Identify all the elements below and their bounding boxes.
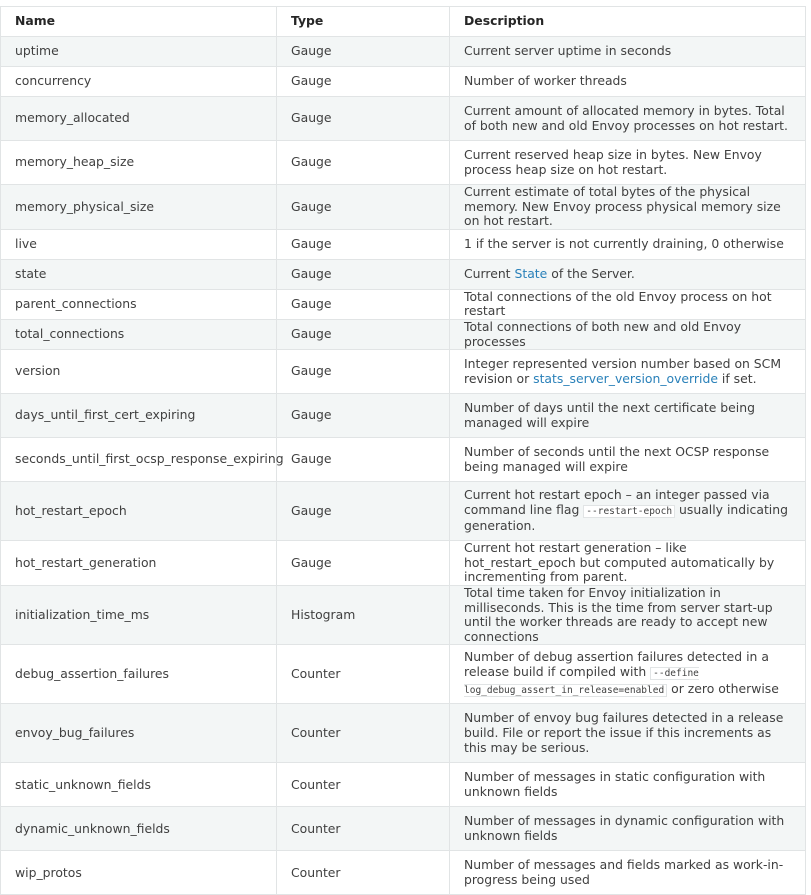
description-text: 1 if the server is not currently draining, 0 otherwise — [464, 235, 784, 251]
metric-name: seconds_until_first_ocsp_response_expiring — [1, 438, 277, 482]
table-row — [1, 350, 806, 394]
metric-description — [450, 541, 806, 586]
table-row — [1, 141, 806, 185]
metric-type: Gauge — [277, 482, 450, 541]
metric-name: hot_restart_epoch — [1, 482, 277, 541]
metric-name: parent_connections — [1, 289, 277, 319]
table-row — [1, 319, 806, 349]
metric-description — [450, 645, 806, 704]
metric-name: state — [1, 259, 277, 289]
metric-name: envoy_bug_failures — [1, 704, 277, 763]
table-body — [1, 37, 806, 895]
description-text: Number of messages in static configuration with unknown fields — [464, 769, 766, 799]
inline-code: --define log_debug_assert_in_release=enabled — [464, 668, 699, 696]
description-text: Number of days until the next certificate being managed will expire — [464, 400, 755, 430]
header-description: Description — [450, 7, 806, 37]
metric-description — [450, 229, 806, 259]
doc-link[interactable]: State — [514, 265, 548, 281]
metric-type: Counter — [277, 851, 450, 895]
description-text: Current hot restart generation – like hot_restart_epoch but computed automatically by incrementing from parent. — [464, 540, 775, 585]
table-row — [1, 37, 806, 67]
metric-name: concurrency — [1, 67, 277, 97]
metric-type: Gauge — [277, 394, 450, 438]
table-row — [1, 541, 806, 586]
metric-description — [450, 394, 806, 438]
metric-name: version — [1, 350, 277, 394]
metric-type: Gauge — [277, 350, 450, 394]
metric-name: days_until_first_cert_expiring — [1, 394, 277, 438]
metric-name: memory_physical_size — [1, 185, 277, 230]
metric-type: Gauge — [277, 229, 450, 259]
table-row — [1, 97, 806, 141]
table-row — [1, 229, 806, 259]
metric-description — [450, 259, 806, 289]
metric-description — [450, 350, 806, 394]
metric-name: static_unknown_fields — [1, 763, 277, 807]
stats-table — [0, 6, 806, 895]
table-row — [1, 763, 806, 807]
metric-type: Gauge — [277, 97, 450, 141]
metric-description — [450, 704, 806, 763]
metric-description — [450, 482, 806, 541]
table-row — [1, 645, 806, 704]
description-text: Number of worker threads — [464, 73, 627, 89]
description-text: Current amount of allocated memory in bytes. Total of both new and old Envoy processes on hot restart. — [464, 102, 788, 133]
metric-type: Gauge — [277, 141, 450, 185]
description-text: usually indicating generation. — [464, 501, 788, 534]
inline-code: --restart-epoch — [583, 505, 675, 518]
table-row — [1, 438, 806, 482]
metric-type: Gauge — [277, 185, 450, 230]
metric-name: memory_allocated — [1, 97, 277, 141]
metric-type: Gauge — [277, 319, 450, 349]
metric-description — [450, 289, 806, 319]
description-text: Number of messages in dynamic configuration with unknown fields — [464, 813, 785, 843]
description-text: Integer represented version number based on SCM revision or — [464, 356, 782, 386]
description-text: Total connections of both new and old Envoy processes — [464, 318, 742, 349]
metric-name: debug_assertion_failures — [1, 645, 277, 704]
metric-description — [450, 37, 806, 67]
metric-name: hot_restart_generation — [1, 541, 277, 586]
metric-type: Gauge — [277, 438, 450, 482]
description-text: Total connections of the old Envoy process on hot restart — [464, 288, 772, 319]
metric-name: wip_protos — [1, 851, 277, 895]
description-text: Current — [464, 265, 515, 281]
table-row — [1, 807, 806, 851]
metric-type: Gauge — [277, 259, 450, 289]
metric-description — [450, 851, 806, 895]
table-row — [1, 851, 806, 895]
description-text: Number of messages and fields marked as work-in-progress being used — [464, 857, 784, 887]
description-text: Current server uptime in seconds — [464, 43, 672, 59]
description-text: or zero otherwise — [667, 680, 779, 696]
metric-description — [450, 438, 806, 482]
metric-type: Gauge — [277, 67, 450, 97]
metric-name: total_connections — [1, 319, 277, 349]
metric-name: initialization_time_ms — [1, 585, 277, 644]
metric-description — [450, 585, 806, 644]
metric-type: Counter — [277, 763, 450, 807]
metric-type: Gauge — [277, 289, 450, 319]
metric-type: Gauge — [277, 541, 450, 586]
metric-description — [450, 185, 806, 230]
metric-description — [450, 67, 806, 97]
description-text: if set. — [717, 370, 757, 386]
table-row — [1, 289, 806, 319]
metric-description — [450, 141, 806, 185]
table-row — [1, 585, 806, 644]
table-row — [1, 394, 806, 438]
metric-type: Gauge — [277, 37, 450, 67]
metric-name: live — [1, 229, 277, 259]
metric-name: dynamic_unknown_fields — [1, 807, 277, 851]
table-row — [1, 185, 806, 230]
metric-type: Counter — [277, 645, 450, 704]
doc-link[interactable]: stats_server_version_override — [533, 370, 718, 386]
table-row — [1, 482, 806, 541]
metric-description — [450, 763, 806, 807]
table-row — [1, 704, 806, 763]
header-type: Type — [277, 7, 450, 37]
metric-type: Counter — [277, 704, 450, 763]
description-text: Current estimate of total bytes of the physical memory. New Envoy process physical memory size on hot restart. — [464, 184, 781, 229]
metric-type: Counter — [277, 807, 450, 851]
description-text: of the Server. — [547, 265, 635, 281]
header-name: Name — [1, 7, 277, 37]
metric-type: Histogram — [277, 585, 450, 644]
description-text: Total time taken for Envoy initialization in milliseconds. This is the time from server start-up until the worker threads are ready to accept new connections — [464, 584, 773, 644]
table-row — [1, 67, 806, 97]
table-row — [1, 259, 806, 289]
metric-name: memory_heap_size — [1, 141, 277, 185]
metric-description — [450, 807, 806, 851]
description-text: Number of seconds until the next OCSP response being managed will expire — [464, 444, 770, 474]
table-header-row — [1, 7, 806, 37]
description-text: Number of debug assertion failures detected in a release build if compiled with — [464, 649, 769, 680]
description-text: Number of envoy bug failures detected in a release build. File or report the issue if this increments as this may be serious. — [464, 710, 784, 755]
metric-name: uptime — [1, 37, 277, 67]
description-text: Current hot restart epoch – an integer passed via command line flag — [464, 487, 770, 517]
metric-description — [450, 319, 806, 349]
description-text: Current reserved heap size in bytes. New Envoy process heap size on hot restart. — [464, 146, 762, 177]
metric-description — [450, 97, 806, 141]
